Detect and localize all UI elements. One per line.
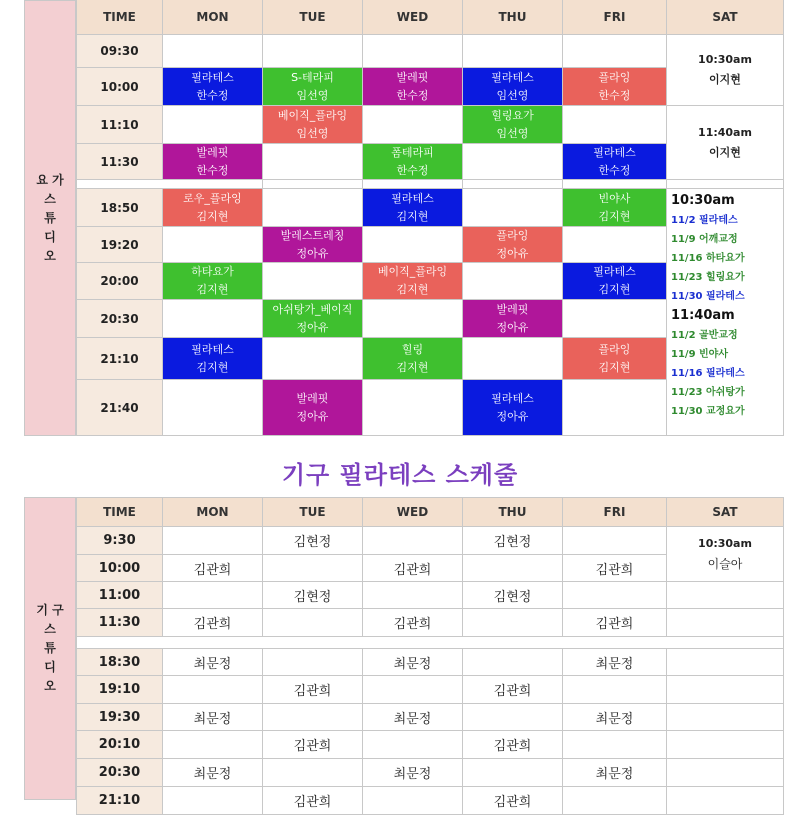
class-teacher: 김지현 [396,209,429,223]
class-name: 빈야사 [598,191,631,205]
class-name: 필라테스 [593,265,636,278]
schedule-cell: 김관희 [463,676,563,704]
class-name: 필라테스 [191,342,234,356]
class-block [263,300,363,338]
class-name: 폼테라피 [391,145,434,159]
sat-morning-slot [667,106,784,180]
sat-empty-cell [667,609,784,637]
side-label-line: 스 [44,191,56,206]
class-name: 플라잉 [496,228,529,242]
class-name: 발레핏 [196,145,229,159]
schedule-cell: 최문정 [363,649,463,676]
class-block [363,144,463,180]
sat-note-item: 11/16 필라테스 [671,368,745,379]
class-block [263,68,363,106]
class-block [563,189,667,227]
schedule-cell: 김관희 [263,676,363,704]
class-block [463,380,563,436]
time-cell: 11:10 [76,106,163,144]
time-cell: 20:30 [76,759,163,787]
class-teacher: 한수정 [598,163,631,177]
sat-time: 11:40am [698,125,752,139]
class-name: 필라테스 [491,70,534,84]
time-cell: 18:30 [76,649,163,676]
time-cell: 11:30 [76,144,163,180]
time-cell: 20:10 [76,731,163,759]
equipment-studio-side-label [24,497,76,800]
time-cell: 18:50 [76,189,163,227]
schedule-cell: 최문정 [563,704,667,731]
time-cell: 20:30 [76,300,163,338]
side-label-line: 튜 [44,210,56,225]
sat-empty-cell [667,704,784,731]
header-mon: MON [163,0,263,35]
class-teacher: 한수정 [598,88,631,102]
class-block [263,380,363,436]
class-block [163,144,263,180]
schedule-cell: 김관희 [363,609,463,637]
class-block [263,227,363,263]
schedule-cell [263,759,363,787]
schedule-cell [163,676,263,704]
schedule-cell: 김현정 [263,582,363,609]
schedule-cell [263,704,363,731]
schedule-cell [363,731,463,759]
class-teacher: 정아유 [496,409,529,423]
schedule-cell [463,649,563,676]
schedule-cell: 김현정 [463,527,563,555]
schedule-cell: 김관희 [263,731,363,759]
section-gap [667,180,784,189]
header-sat: SAT [667,0,784,35]
class-name: 로우_플라잉 [183,191,242,205]
header-tue: TUE [263,0,363,35]
sat-note-item: 11/30 교정요가 [671,406,745,417]
sat-teacher: 이지현 [709,73,741,86]
schedule-cell [463,704,563,731]
schedule-cell: 김현정 [263,527,363,555]
sat-note-item: 11/23 힐링요가 [671,272,745,283]
class-block [563,68,667,106]
header-fri: FRI [563,0,667,35]
class-teacher: 김지현 [598,360,631,374]
class-teacher: 임선영 [296,88,329,102]
class-teacher: 정아유 [496,320,529,334]
sat-empty-cell [667,731,784,759]
class-name: 필라테스 [191,70,234,84]
class-teacher: 김지현 [396,283,429,296]
sat-empty-cell [667,676,784,704]
class-block [363,338,463,380]
class-block [163,68,263,106]
sat-note-item: 11/2 필라테스 [671,215,738,226]
schedule-cell: 김현정 [463,582,563,609]
time-cell: 11:30 [76,609,163,637]
side-label-line: 요 가 [36,172,64,187]
sat-note-item: 11/30 필라테스 [671,291,745,302]
class-teacher: 임선영 [496,88,529,102]
time-cell: 10:00 [76,555,163,582]
schedule-cell [363,787,463,815]
class-block [163,338,263,380]
class-teacher: 김지현 [598,283,631,296]
time-cell: 20:00 [76,263,163,300]
header-wed: WED [363,0,463,35]
time-cell: 19:20 [76,227,163,263]
section-gap [76,637,784,649]
class-name: 필라테스 [491,391,534,405]
sat-slot [667,527,784,582]
class-name: 베이직_플라잉 [377,265,448,278]
side-label-line: 오 [44,248,56,263]
header-fri: FRI [563,497,667,527]
time-cell: 9:30 [76,527,163,555]
schedule-cell: 김관희 [363,555,463,582]
sat-teacher: 이지현 [709,145,741,159]
class-teacher: 정아유 [296,320,329,334]
header-time: TIME [76,0,163,35]
schedule-cell [563,787,667,815]
class-block [363,263,463,300]
schedule-cell: 최문정 [563,649,667,676]
sat-time: 10:30am [698,537,752,550]
class-name: 발레핏 [396,70,429,84]
class-block [563,338,667,380]
time-cell: 10:00 [76,68,163,106]
class-block [563,263,667,300]
schedule-cell: 김관희 [463,787,563,815]
schedule-cell [363,582,463,609]
schedule-cell: 최문정 [163,649,263,676]
class-teacher: 임선영 [496,126,529,140]
sat-empty-cell [667,787,784,815]
class-teacher: 정아유 [496,246,529,260]
sat-time: 10:30am [698,53,752,66]
sat-note-item: 11/23 아쉬탕가 [671,387,745,398]
class-name: 발레핏 [296,391,329,405]
time-cell: 19:10 [76,676,163,704]
side-label-line: 튜 [44,641,56,655]
class-block [163,189,263,227]
sat-note-item: 11/9 빈야사 [671,349,728,360]
header-mon: MON [163,497,263,527]
class-teacher: 김지현 [196,209,229,223]
class-name: 플라잉 [598,342,631,356]
sat-evening-notes [667,189,784,436]
schedule-cell [563,731,667,759]
sat-note-item: 11/16 하타요가 [671,253,745,264]
sat-notes-time: 11:40am [671,308,735,323]
schedule-cell [263,649,363,676]
schedule-cell: 최문정 [563,759,667,787]
time-cell: 19:30 [76,704,163,731]
class-name: S-테라피 [291,70,334,84]
class-teacher: 김지현 [396,360,429,374]
side-label-line: 디 [44,660,56,674]
schedule-cell [463,555,563,582]
class-teacher: 김지현 [598,209,631,223]
schedule-cell [363,527,463,555]
class-teacher: 한수정 [396,88,429,102]
class-block [463,68,563,106]
class-teacher: 한수정 [396,163,429,177]
schedule-cell: 김관희 [563,555,667,582]
class-block [563,144,667,180]
class-block [463,227,563,263]
time-cell: 09:30 [76,35,163,68]
schedule-cell [463,759,563,787]
schedule-cell: 김관희 [263,787,363,815]
class-name: 베이직_플라잉 [277,108,348,122]
class-name: 아쉬탕가_베이직 [272,302,353,316]
section-gap [76,180,667,189]
header-thu: THU [463,0,563,35]
class-name: 필라테스 [593,145,636,159]
header-sat: SAT [667,497,784,527]
schedule-cell [163,731,263,759]
class-teacher: 한수정 [196,163,229,177]
class-name: 하타요가 [191,265,234,278]
yoga-studio-side-label [24,0,76,436]
class-block [463,300,563,338]
class-block [463,106,563,144]
schedule-cell [363,676,463,704]
class-teacher: 정아유 [296,409,329,423]
sat-empty-cell [667,759,784,787]
class-teacher: 김지현 [196,360,229,374]
schedule-cell [263,555,363,582]
schedule-cell: 최문정 [363,759,463,787]
class-name: 힐링 [401,342,424,356]
class-name: 힐링요가 [491,108,534,122]
time-cell: 21:10 [76,338,163,380]
sat-notes-time: 10:30am [671,193,735,208]
time-cell: 11:00 [76,582,163,609]
schedule-cell [263,609,363,637]
schedule-cell: 김관희 [163,609,263,637]
side-label-line: 오 [44,679,56,693]
class-name: 필라테스 [391,191,434,205]
equipment-pilates-title: 기구 필라테스 스케줄 [281,461,519,489]
class-teacher: 임선영 [296,126,329,140]
class-teacher: 정아유 [296,246,329,260]
time-cell: 21:10 [76,787,163,815]
header-wed: WED [363,497,463,527]
sat-note-item: 11/9 어깨교정 [671,234,738,245]
schedule-cell [163,582,263,609]
class-name: 플라잉 [598,70,631,84]
schedule-cell [163,527,263,555]
class-block [363,68,463,106]
schedule-cell: 김관희 [163,555,263,582]
schedule-cell: 최문정 [363,704,463,731]
schedule-cell: 김관희 [563,609,667,637]
sat-note-item: 11/2 골반교정 [671,330,738,341]
header-thu: THU [463,497,563,527]
sat-empty-cell [667,649,784,676]
side-label-line: 기 구 [36,603,64,617]
class-block [263,106,363,144]
schedule-cell [563,676,667,704]
side-label-line: 디 [44,229,56,244]
schedule-cell [163,787,263,815]
schedule-cell [463,609,563,637]
class-block [163,263,263,300]
sat-morning-slot [667,35,784,106]
schedule-cell [563,582,667,609]
sat-teacher: 이슬아 [707,557,743,571]
class-name: 발레핏 [496,302,529,316]
header-tue: TUE [263,497,363,527]
time-cell: 21:40 [76,380,163,436]
schedule-cell [563,527,667,555]
class-teacher: 한수정 [196,88,229,102]
class-name: 발레스트레칭 [280,228,345,242]
schedule-cell: 김관희 [463,731,563,759]
side-label-line: 스 [44,622,56,636]
sat-empty-cell [667,582,784,609]
header-time: TIME [76,497,163,527]
class-block [363,189,463,227]
schedule-cell: 최문정 [163,759,263,787]
class-teacher: 김지현 [196,283,229,296]
schedule-cell: 최문정 [163,704,263,731]
